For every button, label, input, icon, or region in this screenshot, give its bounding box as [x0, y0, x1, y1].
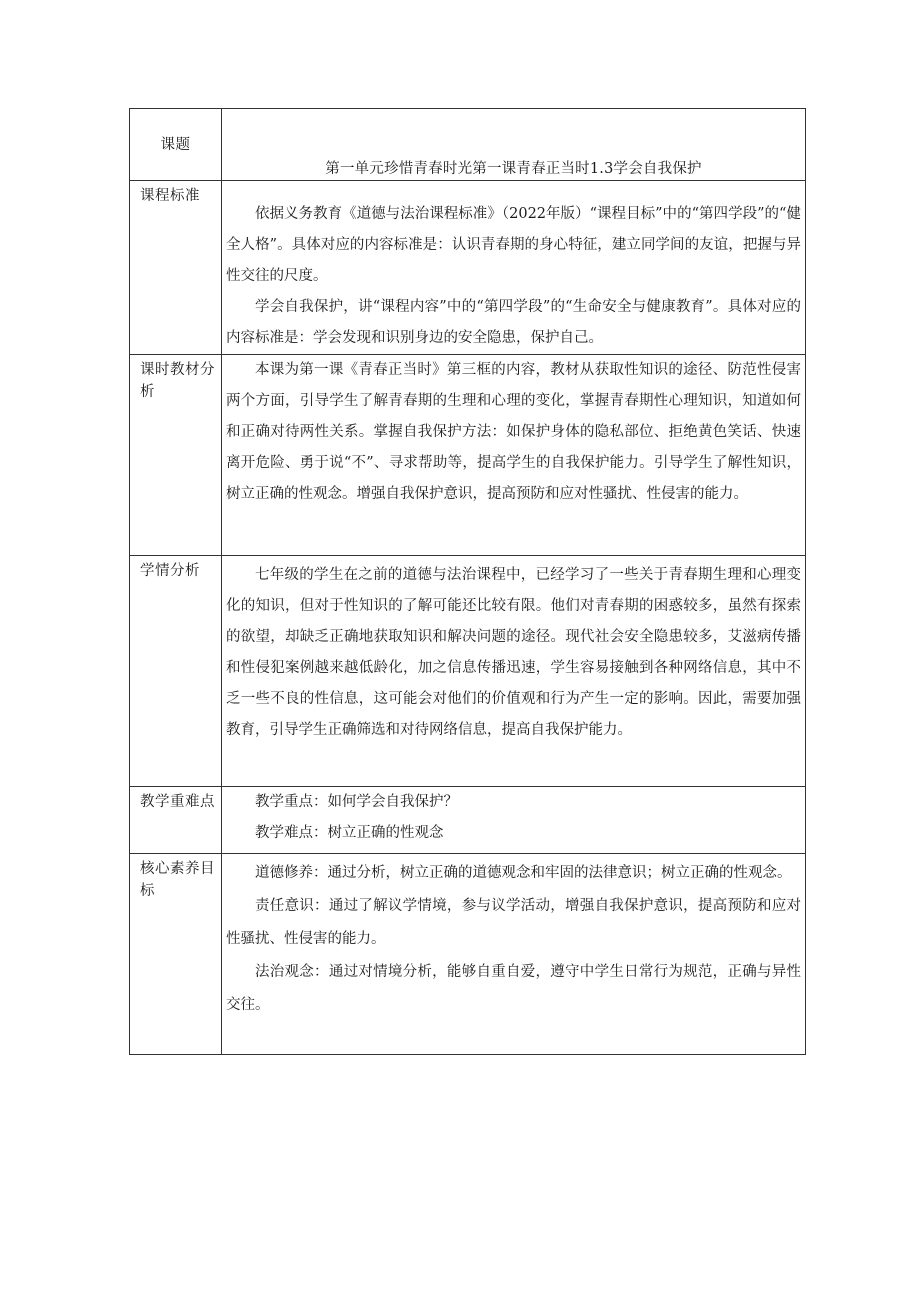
lesson-title: 第一单元珍惜青春时光第一课青春正当时1.3学会自我保护 — [325, 161, 702, 177]
label-cell-focus — [130, 787, 222, 854]
lesson-plan-table — [129, 108, 806, 1055]
value-cell-material — [222, 355, 806, 556]
standard-paragraph: 依据义务教育《道德与法治课程标准》（2022年版）“课程目标”中的“第四学段”的“健全人格”。具体对应的内容标准是：认识青春期的身心特征，建立同学间的友谊，把握与异性交往的尺度。 — [226, 206, 801, 284]
student-paragraph: 七年级的学生在之前的道德与法治课程中，已经学习了一些关于青春期生理和心理变化的知识，但对于性知识的了解可能还比较有限。他们对青春期的困惑较多，虽然有探索的欲望，却缺乏正确地获取知识和解决问题的途径。现代社会安全隐患较多，艾滋病传播和性侵犯案例越来越低龄化，加之信息传播迅速，学生容易接触到各种网络信息，其中不乏一些不良的性信息，这可能会对他们的价值观和行为产生一定的影响。因此，需要加强教育，引导学生正确筛选和对待网络信息，提高自我保护能力。 — [226, 567, 801, 738]
value-cell-student — [222, 556, 806, 787]
material-paragraph: 本课为第一课《青春正当时》第三框的内容，教材从获取性知识的途径、防范性侵害两个方面，引导学生了解青春期的生理和心理的变化，掌握青春期性心理知识，知道如何和正确对待两性关系。掌握自我保护方法：如保护身体的隐私部位、拒绝黄色笑话、快速离开危险、勇于说“不”、寻求帮助等，提高学生的自我保护能力。引导学生了解性知识，树立正确的性观念。增强自我保护意识，提高预防和应对性骚扰、性侵害的能力。 — [226, 362, 801, 502]
label-cell-student — [130, 556, 222, 787]
label-cell-material — [130, 355, 222, 556]
row-label-title: 课题 — [160, 136, 191, 153]
value-cell-title — [222, 109, 806, 181]
label-cell-title — [130, 109, 222, 181]
table-row-material — [130, 355, 806, 556]
label-cell-standard — [130, 181, 222, 355]
table-row-title — [130, 109, 806, 181]
standard-paragraph: 学会自我保护，讲“课程内容”中的“第四学段”的“生命安全与健康教育”。具体对应的内容标准是：学会发现和识别身边的安全隐患，保护自己。 — [226, 299, 801, 346]
row-label-student: 学情分析 — [140, 563, 200, 579]
row-label-standard: 课程标准 — [140, 188, 200, 204]
core-paragraph: 法治观念：通过对情境分析，能够自重自爱，遵守中学生日常行为规范，正确与异性交往。 — [226, 964, 801, 1013]
row-label-core: 核心素养目标 — [140, 861, 215, 899]
core-paragraph: 责任意识：通过了解议学情境，参与议学活动，增强自我保护意识，提高预防和应对性骚扰、性侵害的能力。 — [226, 898, 801, 947]
table-row-core — [130, 854, 806, 1055]
table-row-student — [130, 556, 806, 787]
table-row-focus — [130, 787, 806, 854]
row-label-material: 课时教材分析 — [140, 362, 215, 400]
value-cell-core — [222, 854, 806, 1055]
key-point: 教学重点：如何学会自我保护？ — [255, 794, 458, 810]
value-cell-standard — [222, 181, 806, 355]
difficult-point: 教学难点：树立正确的性观念 — [255, 825, 444, 841]
value-cell-focus — [222, 787, 806, 854]
core-paragraph: 道德修养：通过分析，树立正确的道德观念和牢固的法律意识；树立正确的性观念。 — [255, 865, 792, 881]
label-cell-core — [130, 854, 222, 1055]
table-row-standard — [130, 181, 806, 355]
row-label-focus: 教学重难点 — [140, 794, 215, 810]
